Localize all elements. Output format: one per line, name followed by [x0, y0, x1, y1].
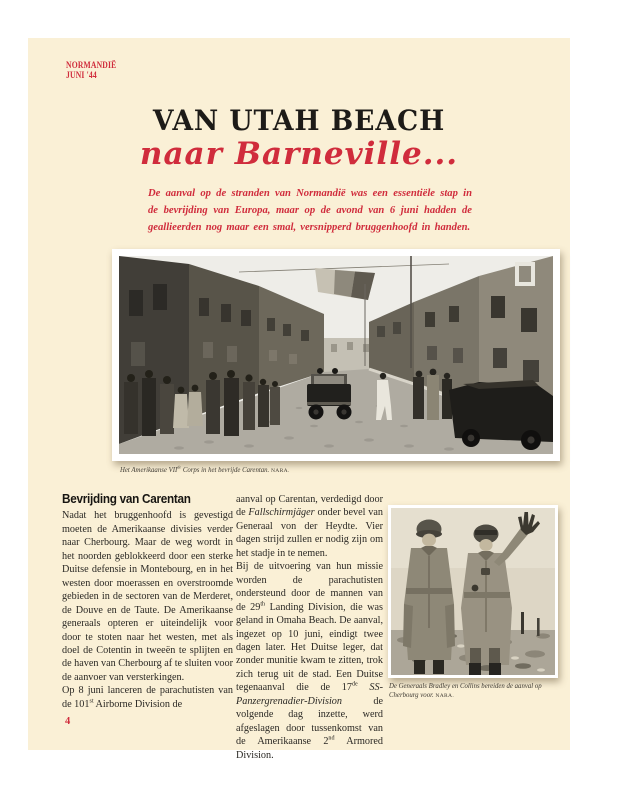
text-segment: Nadat het bruggenhoofd is gevestigd moeten de Amerikaanse divisies verder naar Cherbourg. Maar de weg wordt in het noorden geblokkeerd door een sterke Duitse defensie in Montebourg, en in het westen door moerassen en overstroomde gebieden in de sectoren van de Merderet, de Douve en de Taute. De Amerikaanse generaals opteren er uiteindelijk voor door te stoten naar het westen, met als doel de Cotentin in tweeën te splijten en de haven van Cherbourg af te sluiten voor de aanvoer van versterkingen. [62, 510, 233, 683]
text-segment: De Generaals Bradley en Collins bereiden de aanval op Cherbourg voor. [389, 683, 542, 699]
text-segment: Airborne Division de [93, 698, 183, 710]
text-segment: NARA. [435, 692, 455, 699]
generals-photo [388, 505, 558, 678]
carentan-photo-caption [120, 464, 550, 476]
text-segment: SS-Panzergrenadier-Division [236, 682, 383, 707]
paragraph [62, 509, 233, 684]
text-segment: nd [328, 735, 335, 742]
text-segment: st [89, 698, 94, 705]
text-segment: de [351, 681, 358, 688]
text-segment [358, 682, 370, 693]
intro-paragraph: De aanval op de stranden van Normandië was een essentiële stap in de bevrijding van Europa, maar op de avond van 6 juni hadden de geallieerden nog maar een smal, versnipperd bruggenhoofd in handen. [148, 188, 472, 233]
section-kicker [66, 61, 116, 80]
article-column-2 [236, 493, 383, 762]
text-segment: Op 8 juni lanceren de parachutisten van de 101 [62, 685, 233, 710]
generals-photo-illustration [391, 508, 555, 675]
column-2-text [236, 493, 383, 762]
text-segment: Het Amerikaanse VII [120, 467, 178, 474]
text-segment: Bij de uitvoering van hun missie worden de parachutisten ondersteund door de mannen van de 29 [236, 561, 383, 613]
text-segment: NARA. [270, 468, 290, 474]
text-segment: de volgende dag inzette, werd afgeslagen door tussenkomst van de Amerikaanse 2 [236, 695, 383, 748]
kicker-line-2: JUNI '44 [66, 69, 97, 80]
article-column-1 [62, 493, 233, 711]
paragraph [236, 493, 383, 560]
generals-photo-caption [389, 683, 557, 700]
text-segment: de [177, 464, 182, 470]
page-number: 4 [65, 716, 71, 727]
article-title-line2: naar Barneville... [139, 136, 459, 172]
text-segment: Corps in het bevrijde Carentan. [181, 467, 271, 474]
text-segment: Fallschirmjäger [248, 507, 315, 519]
text-segment: Landing Division, die was geland in Omaha Beach. De aanval, ingezet op 10 juni, eindigt twee dagen later. Het Duitse leger, dat zonder munitie kwam te zitten, trok zich terug uit de stad. Een Duitse tegenaanval die de 17 [236, 601, 383, 694]
column-1-text [62, 509, 233, 711]
kicker-line-1: NORMANDIË [66, 60, 117, 70]
carentan-photo-illustration [119, 256, 553, 454]
paragraph [236, 560, 383, 762]
article-heading: Bevrijding van Carentan [62, 492, 191, 506]
text-segment: th [260, 601, 266, 608]
carentan-photo [112, 249, 560, 461]
article-title-line1: VAN UTAH BEACH [152, 104, 446, 137]
text-segment: onder bevel van Generaal von der Heydte. Vier dagen strijd zullen er nodig zijn om het stadje in te nemen. [236, 507, 383, 559]
text-segment: aanval op Carentan, verdedigd door de [236, 494, 383, 519]
text-segment: Armored Division. [236, 736, 384, 761]
page-background [28, 38, 570, 761]
paragraph [62, 684, 233, 711]
